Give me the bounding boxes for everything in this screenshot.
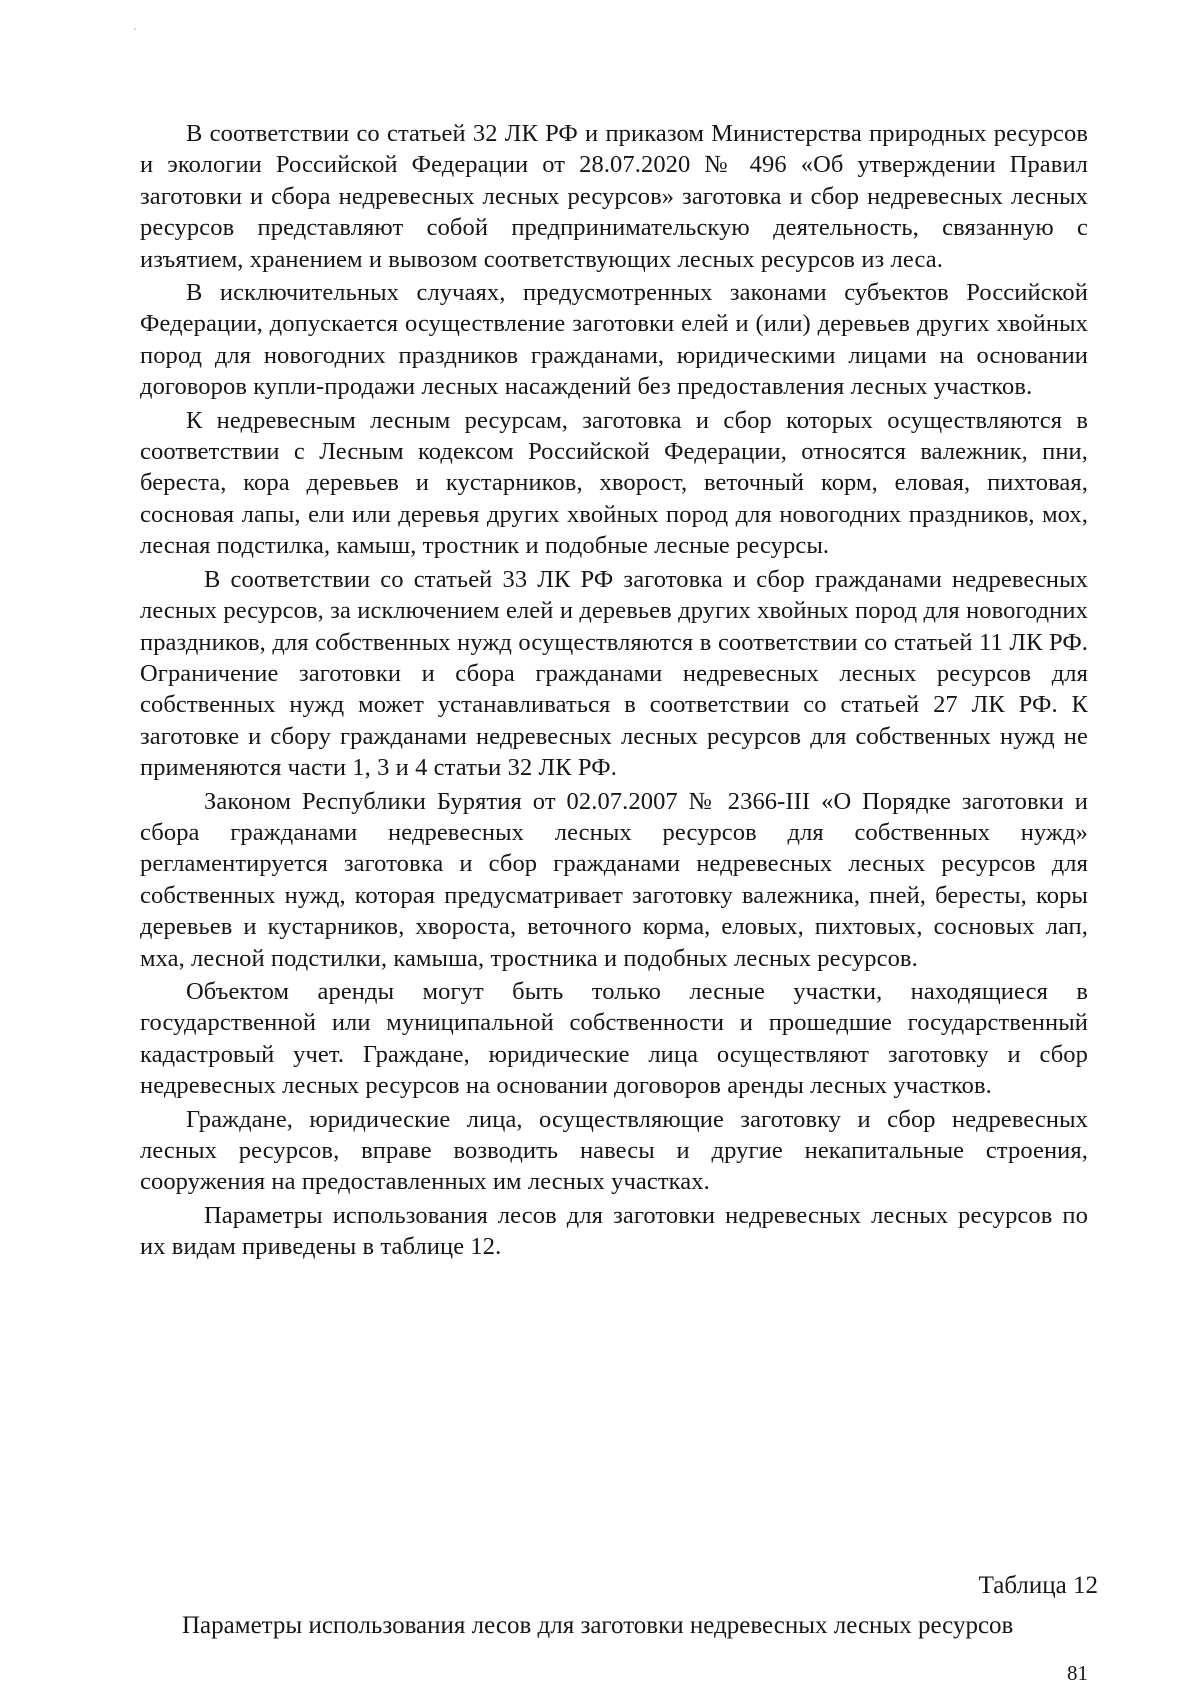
paragraph-article-32: В соответствии со статьей 32 ЛК РФ и приказом Министерства природных ресурсов и экологии Российской Федерации от 28.07.2020 № 496 «Об утверждении Правил заготовки и сбора недревесных лесных ресурсов» заготовка и сбор недревесных лесных ресурсов представляют собой предпринимательскую деятельность, связанную с изъятием, хранением и вывозом соответствующих лесных ресурсов из леса. (140, 120, 1088, 273)
table-label: Таблица 12 (978, 1572, 1098, 1599)
scan-speck: ′ (134, 27, 137, 38)
paragraph-non-timber-resources-list: К недревесным лесным ресурсам, заготовка и сбор которых осуществляются в соответствии с Лесным кодексом Российской Федерации, относятся валежник, пни, береста, кора деревьев и кустарников, хворост, веточный корм, еловая, пихтовая, сосновая лапы, ели или деревья других хвойных пород для новогодних праздников, мох, лесная подстилка, камыш, тростник и подобные лесные ресурсы. (140, 406, 1088, 560)
paragraph-exceptional-cases: В исключительных случаях, предусмотренных законами субъектов Российской Федерации, допускается осуществление заготовки елей и (или) деревьев других хвойных пород для новогодних праздников гражданами, юридическими лицами на основании договоров купли-продажи лесных насаждений без предоставления лесных участков. (140, 279, 1088, 401)
page-number: 81 (1067, 1661, 1088, 1685)
paragraph-lease-object: Объектом аренды могут быть только лесные участки, находящиеся в государственной или муниципальной собственности и прошедшие государственный кадастровый учет. Граждане, юридические лица осуществляют заготовку и сбор недревесных лесных ресурсов на основании договоров аренды лесных участков. (140, 977, 1088, 1100)
paragraph-structures: Граждане, юридические лица, осуществляющие заготовку и сбор недревесных лесных ресурсов, вправе возводить навесы и другие некапитальные строения, сооружения на предоставленных им лесных участках. (140, 1105, 1088, 1196)
paragraph-article-33: В соответствии со статьей 33 ЛК РФ заготовка и сбор гражданами недревесных лесных ресурсов, за исключением елей и деревьев других хвойных пород для новогодних праздников, для собственных нужд осуществляются в соответствии со статьей 11 ЛК РФ. Ограничение заготовки и сбора гражданами недревесных лесных ресурсов для собственных нужд может устанавливаться в соответствии со статьей 27 ЛК РФ. К заготовке и сбору гражданами недревесных лесных ресурсов для собственных нужд не применяются части 1, 3 и 4 статьи 32 ЛК РФ. (140, 565, 1088, 782)
table-title: Параметры использования лесов для заготовки недревесных лесных ресурсов (182, 1612, 1014, 1639)
paragraph-buryatia-law: Законом Республики Бурятия от 02.07.2007 № 2366-III «О Порядке заготовки и сбора гражданами недревесных лесных ресурсов для собственных нужд» регламентируется заготовка и сбор гражданами недревесных лесных ресурсов для собственных нужд, которая предусматривает заготовку валежника, пней, бересты, коры деревьев и кустарников, хвороста, веточного корма, еловых, пихтовых, сосновых лап, мха, лесной подстилки, камыша, тростника и подобных лесных ресурсов. (140, 787, 1088, 972)
paragraph-table-reference: Параметры использования лесов для заготовки недревесных лесных ресурсов по их видам приведены в таблице 12. (140, 1201, 1088, 1261)
document-body (140, 118, 1088, 1265)
